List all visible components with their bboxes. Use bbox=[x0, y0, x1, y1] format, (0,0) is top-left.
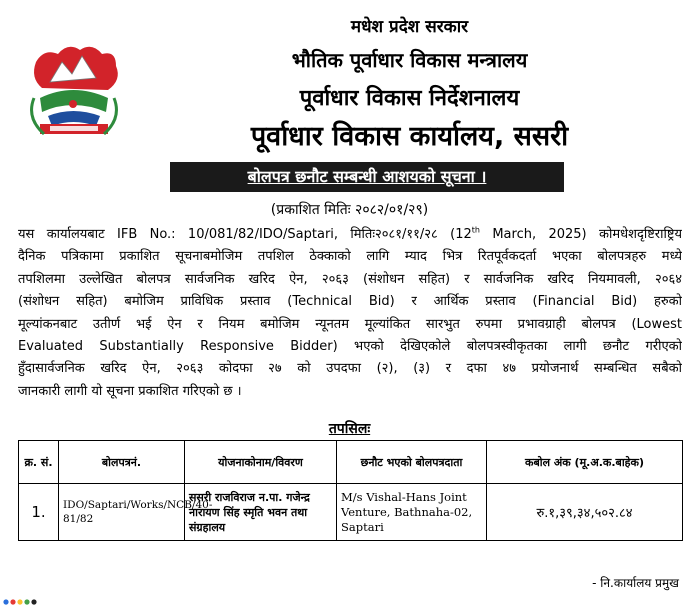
bid-table bbox=[18, 440, 683, 541]
cell-sn: 1. bbox=[19, 484, 59, 541]
col-header-project: योजनाकोनाम/विवरण bbox=[185, 441, 337, 484]
signature-line: - नि.कार्यालय प्रमुख bbox=[592, 576, 679, 590]
government-name: मधेश प्रदेश सरकार bbox=[350, 17, 469, 37]
cell-project-name: ससरी राजविराज न.पा. गजेन्द्र नारायण सिंह स्मृति भवन तथा संग्रहालय bbox=[185, 484, 337, 541]
government-emblem-icon bbox=[20, 38, 126, 142]
body-line-4: (संशोधन सहित) बमोजिम प्राविधिक प्रस्ताव (Technical Bid) र आर्थिक प्रस्ताव (Financial Bid) हरुको bbox=[18, 294, 682, 310]
body-line-8: जानकारी लागी यो सूचना प्रकाशित गरिएको छ । bbox=[18, 383, 242, 399]
cell-bidder: M/s Vishal-Hans Joint Venture, Bathnaha-02, Saptari bbox=[337, 484, 487, 541]
body-line-5: मूल्यांकनबाट उतीर्ण भई ऐन र नियम बमोजिम न्यूनतम मूल्यांकित सारभुत रुपमा प्रभावग्राही बोलपत्र (Lowest bbox=[18, 316, 682, 332]
cell-bid-no: IDO/Saptari/Works/NCB/40-81/82 bbox=[59, 484, 185, 541]
body-line-7: हुँदासार्वजनिक खरिद ऐन, २०६३ कोदफा २७ को उपदफा (२), (३) र दफा ४७ प्रयोजनार्थ सम्बन्धित सबैको bbox=[18, 361, 682, 377]
ministry-name: भौतिक पूर्वाधार विकास मन्त्रालय bbox=[291, 48, 528, 72]
body-line-1-a: यस कार्यालयबाट IFB No.: 10/081/82/IDO/Saptari, मितिः२०८१/११/२८ (12 bbox=[18, 227, 472, 242]
table-row bbox=[19, 484, 683, 541]
color-dots-decoration bbox=[2, 599, 42, 605]
body-line-1 bbox=[18, 224, 682, 246]
body-line-1-sup: th bbox=[471, 225, 480, 235]
notice-title-banner: बोलपत्र छनौट सम्बन्धी आशयको सूचना । bbox=[170, 162, 564, 192]
schedule-title: तपसिलः bbox=[328, 421, 371, 437]
body-line-2: दैनिक पत्रिकामा प्रकाशित सूचनाबमोजिम तपशिल ठेक्काको लागि म्याद भित्र रितपूर्वकदर्ता भएका बोलपत्रहरु मध्ये bbox=[18, 249, 682, 265]
col-header-amount: कबोल अंक (मू.अ.क.बाहेक) bbox=[487, 441, 683, 484]
directorate-name: पूर्वाधार विकास निर्देशनालय bbox=[299, 86, 520, 111]
col-header-bidder: छनौट भएको बोलपत्रदाता bbox=[337, 441, 487, 484]
table-header-row bbox=[19, 441, 683, 484]
body-line-6: Evaluated Substantially Responsive Bidder) भएको देखिएकोले बोलपत्रस्वीकृतका लागी छनौट गरीएको bbox=[18, 339, 682, 355]
published-date: (प्रकाशित मितिः २०८२/०१/२९) bbox=[270, 202, 429, 218]
body-line-1-b: March, 2025) कोमधेशदृष्टिराष्ट्रिय bbox=[479, 227, 682, 242]
col-header-bid-no: बोलपत्रनं. bbox=[59, 441, 185, 484]
cell-amount: रु.१,३९,३४,५०२.८४ bbox=[487, 484, 683, 541]
col-header-sn: क्र. सं. bbox=[19, 441, 59, 484]
notice-body bbox=[18, 224, 682, 403]
office-name: पूर्वाधार विकास कार्यालय, ससरी bbox=[250, 121, 569, 152]
body-line-3: तपशिलमा उल्लेखित बोलपत्र सार्वजनिक खरिद ऐन, २०६३ (संशोधन सहित) र सार्वजनिक खरिद नियमावली, २०६४ bbox=[18, 271, 682, 287]
